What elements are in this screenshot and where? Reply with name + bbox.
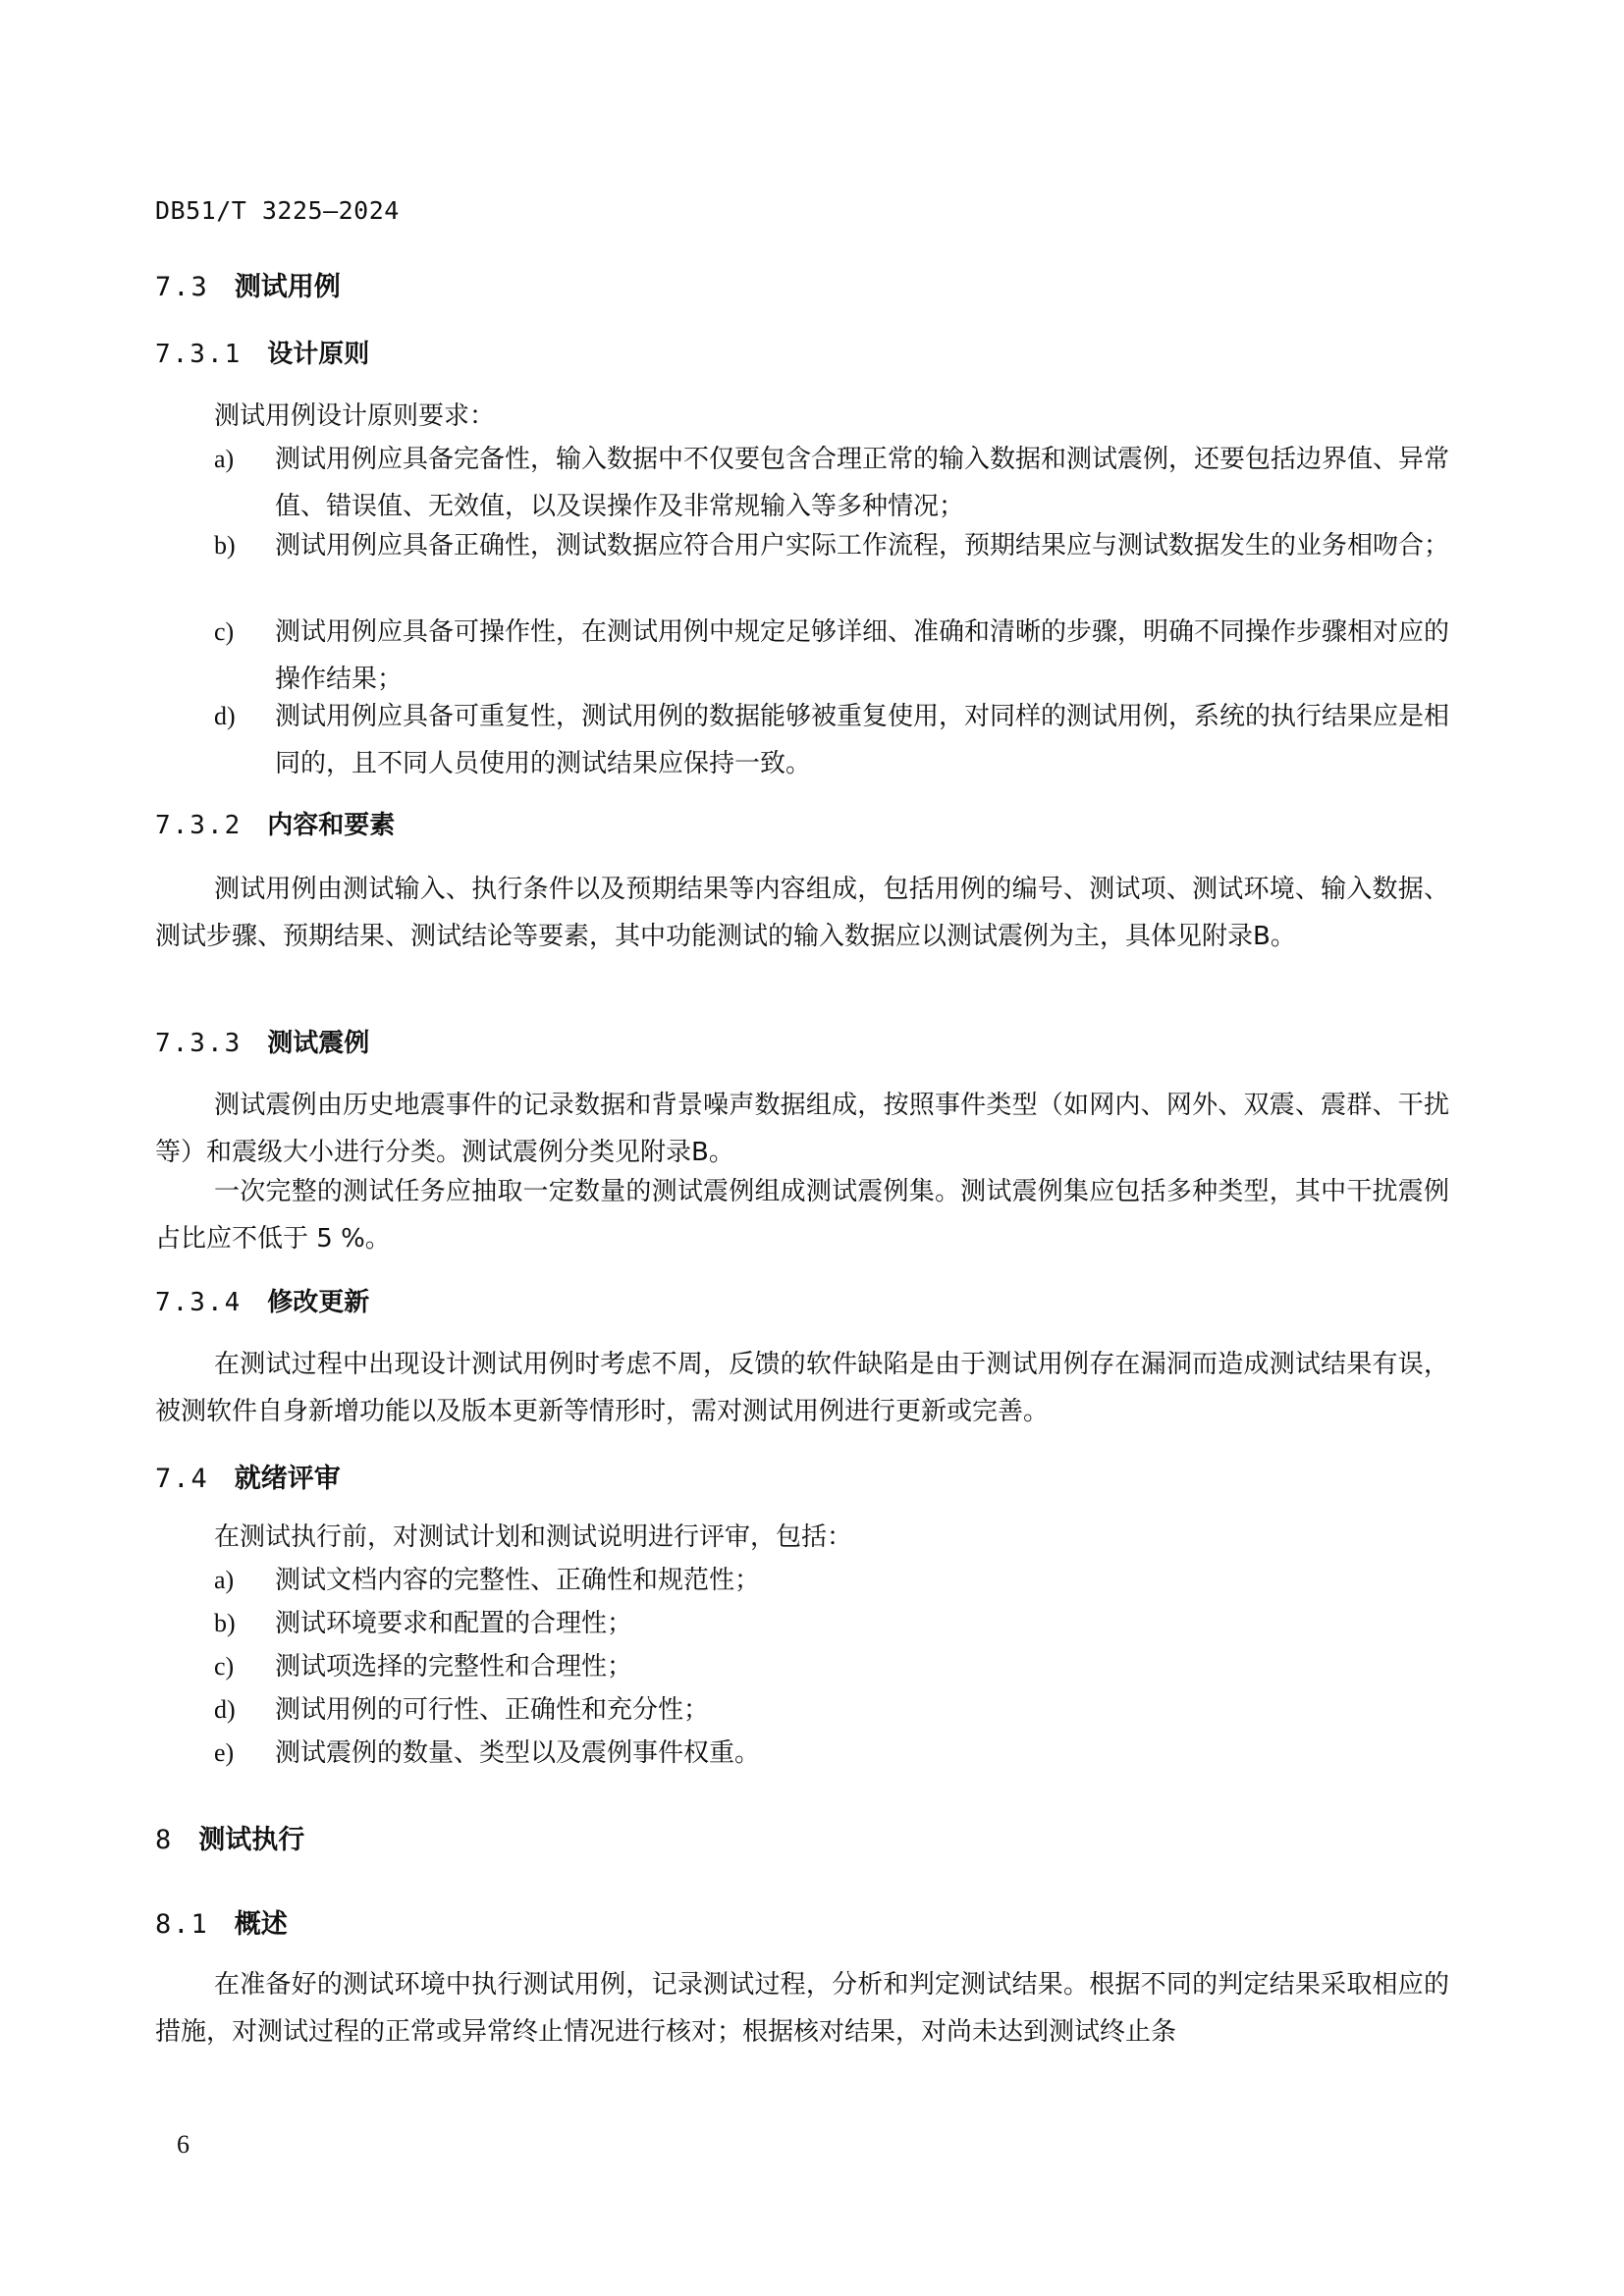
heading-7-3-3 [155, 1023, 369, 1059]
section-number: 7.4 [155, 1464, 209, 1494]
section-title: 测试用例 [234, 272, 341, 302]
section-title: 修改更新 [267, 1288, 370, 1317]
list-label: c) [214, 1652, 235, 1681]
list-item [214, 436, 1449, 530]
section-title: 概述 [234, 1909, 288, 1940]
list-label: b) [214, 531, 236, 560]
paragraph: 在测试执行前，对测试计划和测试说明进行评审，包括： [214, 1522, 853, 1552]
paragraph: 测试用例设计原则要求： [214, 401, 496, 431]
list-label: b) [214, 1609, 236, 1637]
heading-8 [155, 1818, 304, 1856]
list-label: e) [214, 1738, 235, 1767]
list-label: d) [214, 702, 236, 730]
section-title: 就绪评审 [234, 1464, 341, 1494]
list-label: a) [214, 1566, 235, 1594]
section-number: 8 [155, 1825, 174, 1855]
paragraph: 测试用例由测试输入、执行条件以及预期结果等内容组成，包括用例的编号、测试项、测试环境、输入数据、测试步骤、预期结果、测试结论等要素，其中功能测试的输入数据应以测试震例为主，具体见附录B。 [155, 875, 1449, 951]
list-item [214, 609, 1449, 703]
paragraph: 测试震例由历史地震事件的记录数据和背景噪声数据组成，按照事件类型（如网内、网外、双震、震群、干扰等）和震级大小进行分类。测试震例分类见附录B。 [155, 1091, 1449, 1167]
section-title: 设计原则 [267, 340, 370, 369]
list-text: 测试用例应具备可重复性，测试用例的数据能够被重复使用，对同样的测试用例，系统的执行结果应是相同的，且不同人员使用的测试结果应保持一致。 [275, 702, 1450, 778]
heading-8-1 [155, 1902, 288, 1941]
section-number: 7.3 [155, 272, 209, 302]
list-item [214, 1730, 1449, 1777]
heading-7-3 [155, 265, 341, 303]
list-text: 测试用例应具备正确性，测试数据应符合用户实际工作流程，预期结果应与测试数据发生的业务相吻合； [275, 531, 1450, 561]
section-number: 8.1 [155, 1909, 209, 1940]
list-label: d) [214, 1695, 236, 1724]
list-text: 测试用例应具备完备性，输入数据中不仅要包含合理正常的输入数据和测试震例，还要包括边界值、异常值、错误值、无效值，以及误操作及非常规输入等多种情况； [275, 445, 1450, 521]
document-id: DB51/T 3225—2024 [155, 196, 400, 225]
paragraph: 在测试过程中出现设计测试用例时考虑不周，反馈的软件缺陷是由于测试用例存在漏洞而造成测试结果有误，被测软件自身新增功能以及版本更新等情形时，需对测试用例进行更新或完善。 [155, 1350, 1449, 1426]
heading-7-3-2 [155, 805, 395, 841]
section-title: 测试震例 [267, 1029, 370, 1058]
list-text: 测试环境要求和配置的合理性； [275, 1609, 633, 1638]
section-number: 7.3.3 [155, 1029, 243, 1058]
section-number: 7.3.1 [155, 340, 243, 369]
heading-7-3-1 [155, 334, 369, 370]
section-title: 内容和要素 [267, 811, 396, 840]
list-label: c) [214, 617, 235, 646]
list-text: 测试文档内容的完整性、正确性和规范性； [275, 1566, 761, 1595]
paragraph: 一次完整的测试任务应抽取一定数量的测试震例组成测试震例集。测试震例集应包括多种类型，其中干扰震例占比应不低于 5 %。 [155, 1177, 1449, 1254]
list-item [214, 1600, 1449, 1647]
heading-7-4 [155, 1457, 341, 1495]
list-text: 测试用例应具备可操作性，在测试用例中规定足够详细、准确和清晰的步骤，明确不同操作步骤相对应的操作结果； [275, 617, 1450, 694]
section-title: 测试执行 [198, 1825, 305, 1855]
list-label: a) [214, 445, 235, 473]
page-number: 6 [177, 2130, 189, 2159]
list-item [214, 1643, 1449, 1690]
list-item [214, 522, 1449, 569]
heading-7-3-4 [155, 1282, 369, 1318]
list-text: 测试用例的可行性、正确性和充分性； [275, 1695, 710, 1725]
section-number: 7.3.4 [155, 1288, 243, 1317]
list-text: 测试项选择的完整性和合理性； [275, 1652, 633, 1682]
section-number: 7.3.2 [155, 811, 243, 840]
list-text: 测试震例的数量、类型以及震例事件权重。 [275, 1738, 761, 1768]
list-item [214, 1686, 1449, 1734]
list-item [214, 693, 1449, 787]
list-item [214, 1557, 1449, 1604]
paragraph: 在准备好的测试环境中执行测试用例，记录测试过程，分析和判定测试结果。根据不同的判定结果采取相应的措施，对测试过程的正常或异常终止情况进行核对；根据核对结果，对尚未达到测试终止条 [155, 1970, 1449, 2047]
